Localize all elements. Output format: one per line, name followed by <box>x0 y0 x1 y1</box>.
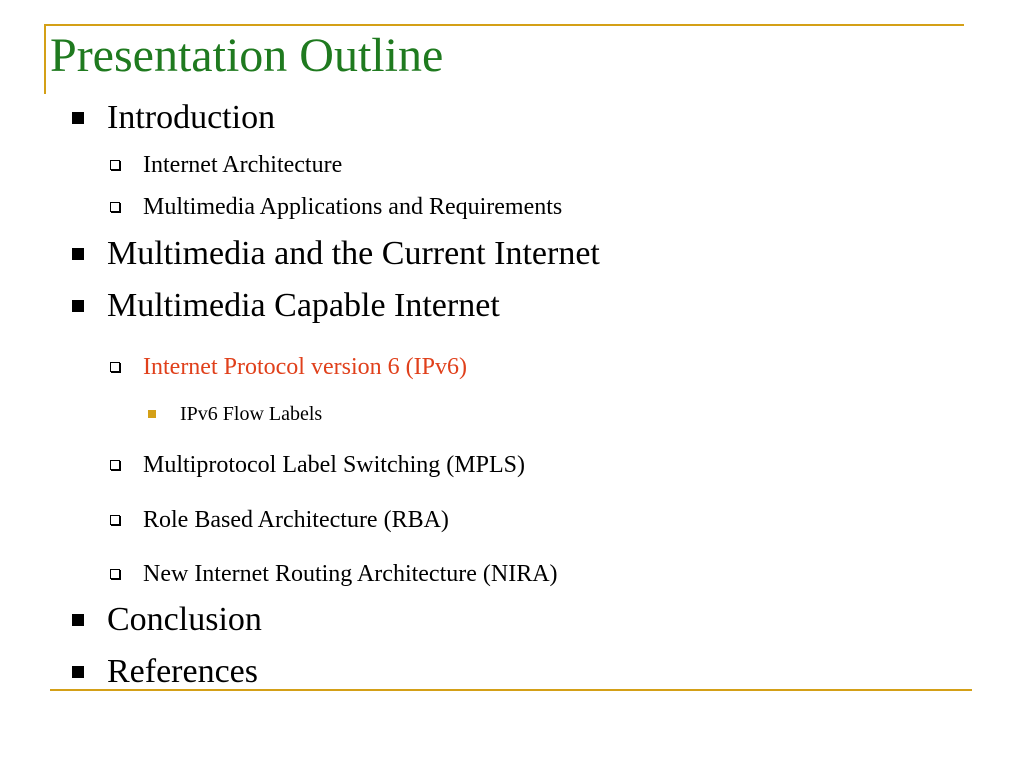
outline-item-label: IPv6 Flow Labels <box>180 402 323 425</box>
outline-subitem-ipv6 <box>110 352 467 382</box>
outline-item-multimedia-current-internet <box>72 234 600 274</box>
filled-square-bullet-icon <box>72 112 84 124</box>
outline-subsubitem-ipv6-flow-labels <box>148 401 322 427</box>
outline-item-label: Multimedia Capable Internet <box>107 287 500 324</box>
outline-subitem-mpls <box>110 450 525 480</box>
hollow-square-bullet-icon <box>110 569 120 579</box>
outline-item-label: Internet Architecture <box>143 151 343 178</box>
outline-item-label: Multimedia Applications and Requirements <box>143 193 563 220</box>
outline-item-label: Multimedia and the Current Internet <box>107 235 600 272</box>
outline-subitem-multimedia-applications <box>110 192 562 222</box>
outline-item-label: Introduction <box>107 99 276 136</box>
outline-item-references <box>72 652 258 692</box>
hollow-square-bullet-icon <box>110 362 120 372</box>
outline-item-label: Multiprotocol Label Switching (MPLS) <box>143 451 525 478</box>
outline-item-label: Internet Protocol version 6 (IPv6) <box>143 353 467 380</box>
outline-subitem-internet-architecture <box>110 150 342 180</box>
outline-item-multimedia-capable-internet <box>72 286 500 326</box>
outline-item-label: Conclusion <box>107 601 262 638</box>
top-border-line <box>44 24 964 26</box>
left-border-line <box>44 24 46 94</box>
filled-square-bullet-icon <box>72 300 84 312</box>
gold-square-bullet-icon <box>148 410 156 418</box>
outline-item-label: New Internet Routing Architecture (NIRA) <box>143 560 558 587</box>
outline-item-introduction <box>72 98 275 138</box>
filled-square-bullet-icon <box>72 666 84 678</box>
outline-item-label: Role Based Architecture (RBA) <box>143 506 449 533</box>
outline-item-conclusion <box>72 600 262 640</box>
hollow-square-bullet-icon <box>110 460 120 470</box>
hollow-square-bullet-icon <box>110 160 120 170</box>
outline-subitem-nira <box>110 559 558 589</box>
outline-item-label: References <box>107 653 259 690</box>
hollow-square-bullet-icon <box>110 202 120 212</box>
outline-subitem-rba <box>110 505 449 535</box>
hollow-square-bullet-icon <box>110 515 120 525</box>
filled-square-bullet-icon <box>72 248 84 260</box>
filled-square-bullet-icon <box>72 614 84 626</box>
slide-title: Presentation Outline <box>50 29 444 82</box>
